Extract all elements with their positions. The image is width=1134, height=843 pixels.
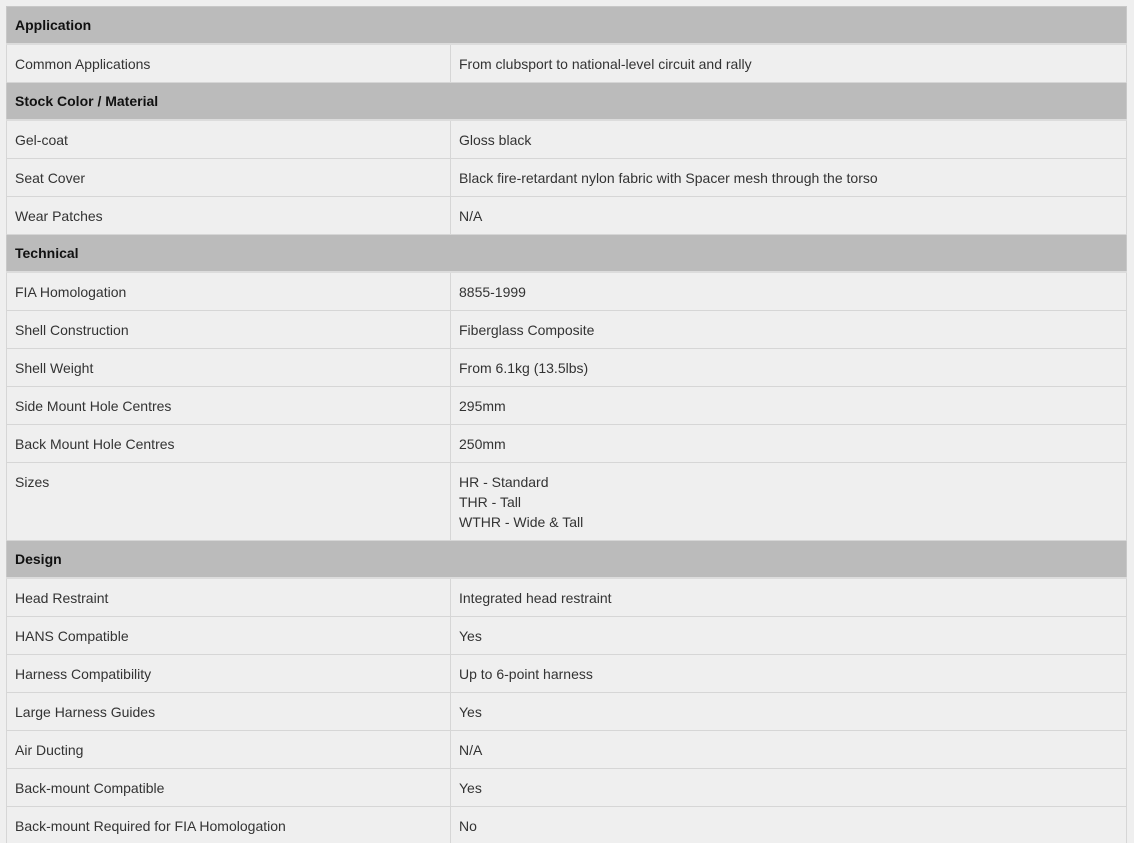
spec-value bbox=[451, 807, 1127, 843]
spec-label: Shell Construction bbox=[7, 311, 451, 349]
section-title: Application bbox=[7, 7, 1127, 45]
spec-label: Seat Cover bbox=[7, 159, 451, 197]
section-header-row bbox=[7, 7, 1127, 45]
table-row bbox=[7, 311, 1127, 349]
spec-label: Harness Compatibility bbox=[7, 655, 451, 693]
spec-value bbox=[451, 159, 1127, 197]
spec-table bbox=[6, 6, 1127, 843]
spec-value-line: Gloss black bbox=[459, 132, 532, 148]
section-title: Stock Color / Material bbox=[7, 83, 1127, 121]
spec-value bbox=[451, 44, 1127, 83]
spec-value-line: Yes bbox=[459, 704, 482, 720]
section-title: Design bbox=[7, 541, 1127, 579]
spec-value bbox=[451, 120, 1127, 159]
spec-label: FIA Homologation bbox=[7, 272, 451, 311]
spec-value bbox=[451, 272, 1127, 311]
spec-label: Common Applications bbox=[7, 44, 451, 83]
spec-label: Gel-coat bbox=[7, 120, 451, 159]
spec-label: Head Restraint bbox=[7, 578, 451, 617]
table-row bbox=[7, 349, 1127, 387]
table-row bbox=[7, 387, 1127, 425]
spec-label: Wear Patches bbox=[7, 197, 451, 235]
spec-value bbox=[451, 197, 1127, 235]
spec-value-line: 8855-1999 bbox=[459, 284, 526, 300]
spec-value bbox=[451, 463, 1127, 541]
spec-value bbox=[451, 311, 1127, 349]
spec-value bbox=[451, 425, 1127, 463]
spec-label: Sizes bbox=[7, 463, 451, 541]
table-row bbox=[7, 617, 1127, 655]
table-row bbox=[7, 807, 1127, 843]
spec-value bbox=[451, 578, 1127, 617]
table-row bbox=[7, 159, 1127, 197]
spec-value bbox=[451, 655, 1127, 693]
spec-label: Back-mount Required for FIA Homologation bbox=[7, 807, 451, 843]
table-row bbox=[7, 578, 1127, 617]
spec-value-line: Up to 6-point harness bbox=[459, 666, 593, 682]
spec-label: Large Harness Guides bbox=[7, 693, 451, 731]
spec-value bbox=[451, 769, 1127, 807]
table-row bbox=[7, 197, 1127, 235]
spec-value bbox=[451, 731, 1127, 769]
spec-value-line: From 6.1kg (13.5lbs) bbox=[459, 360, 589, 376]
table-row bbox=[7, 44, 1127, 83]
table-row bbox=[7, 272, 1127, 311]
spec-value-line: THR - Tall bbox=[459, 494, 521, 510]
spec-label: HANS Compatible bbox=[7, 617, 451, 655]
table-row bbox=[7, 120, 1127, 159]
table-row bbox=[7, 769, 1127, 807]
section-title: Technical bbox=[7, 235, 1127, 273]
spec-value-line: HR - Standard bbox=[459, 474, 549, 490]
table-row bbox=[7, 731, 1127, 769]
spec-value-line: Yes bbox=[459, 628, 482, 644]
spec-label: Air Ducting bbox=[7, 731, 451, 769]
spec-value bbox=[451, 349, 1127, 387]
table-row bbox=[7, 463, 1127, 541]
spec-value-line: WTHR - Wide & Tall bbox=[459, 514, 584, 530]
spec-label: Side Mount Hole Centres bbox=[7, 387, 451, 425]
spec-value-line: N/A bbox=[459, 742, 483, 758]
spec-value-line: Black fire-retardant nylon fabric with Spacer mesh through the torso bbox=[459, 170, 878, 186]
spec-value-line: N/A bbox=[459, 208, 483, 224]
section-header-row bbox=[7, 235, 1127, 273]
spec-value-line: From clubsport to national-level circuit and rally bbox=[459, 56, 752, 72]
section-header-row bbox=[7, 541, 1127, 579]
spec-value-line: 250mm bbox=[459, 436, 506, 452]
spec-value bbox=[451, 693, 1127, 731]
spec-value bbox=[451, 617, 1127, 655]
spec-label: Shell Weight bbox=[7, 349, 451, 387]
table-row bbox=[7, 425, 1127, 463]
table-row bbox=[7, 693, 1127, 731]
spec-value-line: Yes bbox=[459, 780, 482, 796]
spec-value bbox=[451, 387, 1127, 425]
spec-label: Back Mount Hole Centres bbox=[7, 425, 451, 463]
spec-value-line: No bbox=[459, 818, 477, 834]
spec-value-line: 295mm bbox=[459, 398, 506, 414]
section-header-row bbox=[7, 83, 1127, 121]
spec-value-line: Fiberglass Composite bbox=[459, 322, 595, 338]
table-row bbox=[7, 655, 1127, 693]
spec-table-body bbox=[7, 7, 1127, 843]
spec-value-line: Integrated head restraint bbox=[459, 590, 612, 606]
spec-label: Back-mount Compatible bbox=[7, 769, 451, 807]
